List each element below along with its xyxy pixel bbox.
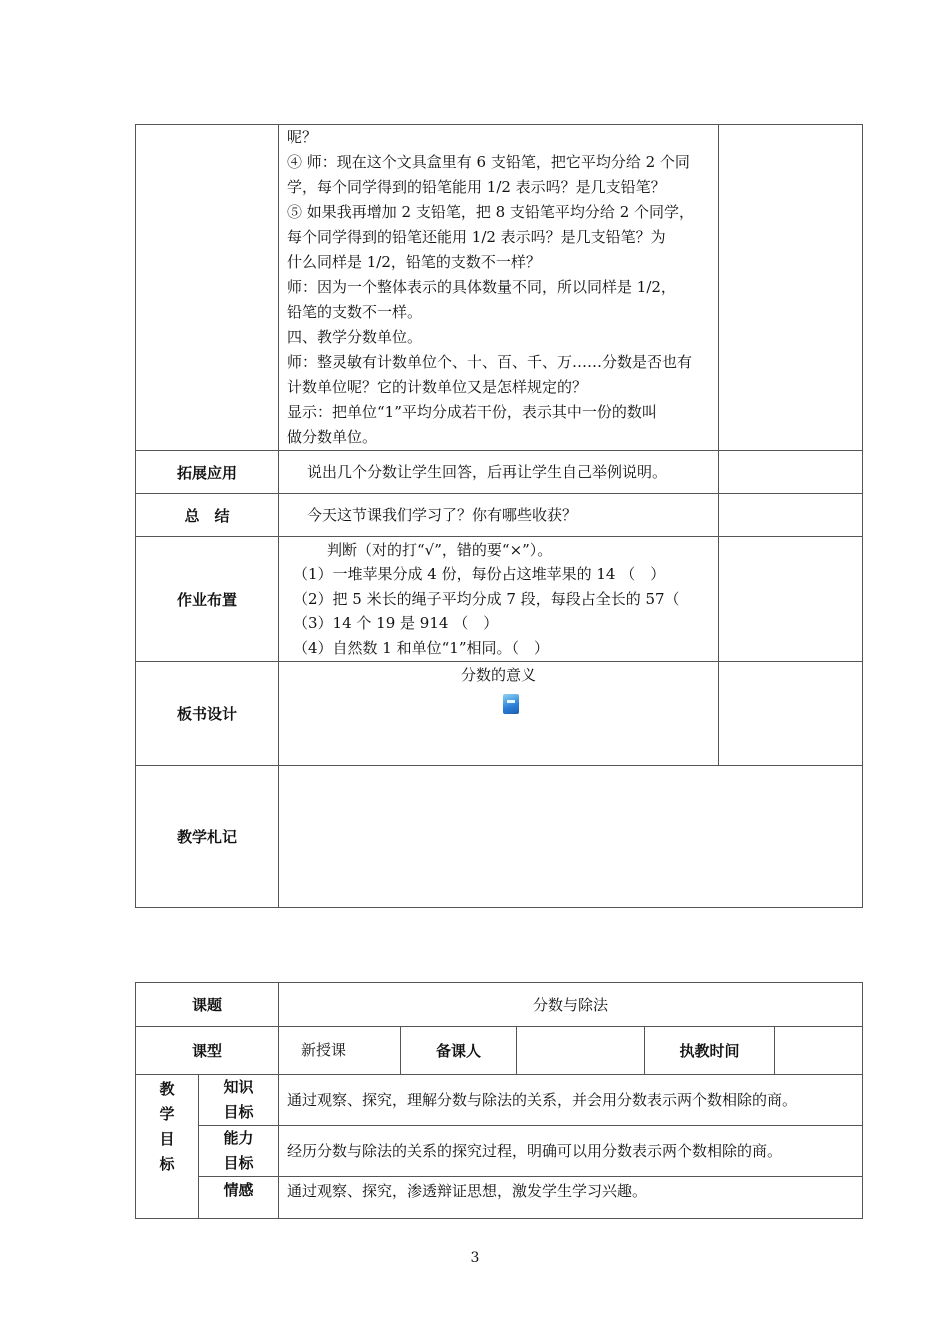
content-line: 呢？ [287,128,318,146]
emotion-objective-text: 通过观察、探究，渗透辩证思想，激发学生学习兴趣。 [279,1177,863,1219]
board-image-icon [503,694,519,714]
content-line: 师：因为一个整体表示的具体数量不同，所以同样是 1/2， [287,278,676,296]
homework-row [136,537,863,662]
objective-row-emotion [136,1177,863,1219]
notes-column-cell [719,662,863,766]
empty-label-cell [136,125,279,451]
content-line: 什么同样是 1/2，铅笔的支数不一样？ [287,253,541,271]
homework-label: 作业布置 [136,537,279,662]
type-value: 新授课 [279,1027,401,1075]
type-row [136,1027,863,1075]
teaching-notes-content [279,766,863,908]
content-line: ④ 师：现在这个文具盒里有 6 支铅笔，把它平均分给 2 个同 [287,153,690,171]
notes-column-cell [719,125,863,451]
time-value [775,1027,863,1075]
homework-line: 判断（对的打“√”，错的要“×”）。 [327,540,553,559]
extension-label: 拓展应用 [136,451,279,494]
notes-column-cell [719,537,863,662]
content-line: 学，每个同学得到的铅笔能用 1/2 表示吗？是几支铅笔？ [287,178,666,196]
homework-line: （2）把 5 米长的绳子平均分成 7 段，每段占全长的 57（ [293,589,680,608]
knowledge-objective-text: 通过观察、探究，理解分数与除法的关系，并会用分数表示两个数相除的商。 [279,1075,863,1126]
notes-column-cell [719,451,863,494]
teaching-notes-row [136,766,863,908]
ability-objective-text: 经历分数与除法的关系的探究过程，明确可以用分数表示两个数相除的商。 [279,1126,863,1177]
content-line: 铅笔的支数不一样。 [287,303,423,321]
content-line: 显示：把单位“1”平均分成若干份，表示其中一份的数叫 [287,403,657,421]
time-label: 执教时间 [645,1027,775,1075]
homework-content [279,537,719,662]
content-line: ⑤ 如果我再增加 2 支铅笔，把 8 支铅笔平均分给 2 个同学， [287,203,695,221]
objectives-label: 教 学 目 标 [136,1075,199,1219]
content-line: 师：整灵敏有计数单位个、十、百、千、万……分数是否也有 [287,353,693,371]
homework-line: （4）自然数 1 和单位“1”相同。（ ） [293,638,550,657]
board-content [279,662,719,766]
objective-row-ability [136,1126,863,1177]
process-continued-row [136,125,863,451]
board-label: 板书设计 [136,662,279,766]
process-content [279,125,719,451]
content-line: 每个同学得到的铅笔还能用 1/2 表示吗？是几支铅笔？为 [287,228,666,246]
lesson-plan-table [135,982,863,1219]
board-design-row [136,662,863,766]
homework-line: （1）一堆苹果分成 4 份，每份占这堆苹果的 14 （ ） [293,565,666,584]
type-label: 课型 [136,1027,279,1075]
objective-row-knowledge [136,1075,863,1126]
board-title: 分数的意义 [460,666,536,684]
page-number: 3 [470,1250,480,1266]
content-line: 做分数单位。 [287,428,378,446]
preparer-value [517,1027,645,1075]
knowledge-objective-label: 知识 目标 [199,1075,279,1126]
content-line: 四、教学分数单位。 [287,328,423,346]
lesson-table-continued [135,124,863,908]
extension-row [136,451,863,494]
topic-row [136,983,863,1027]
summary-row [136,494,863,537]
preparer-label: 备课人 [401,1027,517,1075]
topic-value: 分数与除法 [279,983,863,1027]
summary-label: 总 结 [136,494,279,537]
extension-text: 说出几个分数让学生回答，后再让学生自己举例说明。 [279,451,719,494]
homework-line: （3）14 个 19 是 914 （ ） [293,614,499,633]
notes-column-cell [719,494,863,537]
teaching-notes-label: 教学札记 [136,766,279,908]
summary-text: 今天这节课我们学习了？你有哪些收获？ [279,494,719,537]
ability-objective-label: 能力 目标 [199,1126,279,1177]
content-line: 计数单位呢？它的计数单位又是怎样规定的？ [287,378,588,396]
topic-label: 课题 [136,983,279,1027]
emotion-objective-label: 情感 [199,1177,279,1219]
